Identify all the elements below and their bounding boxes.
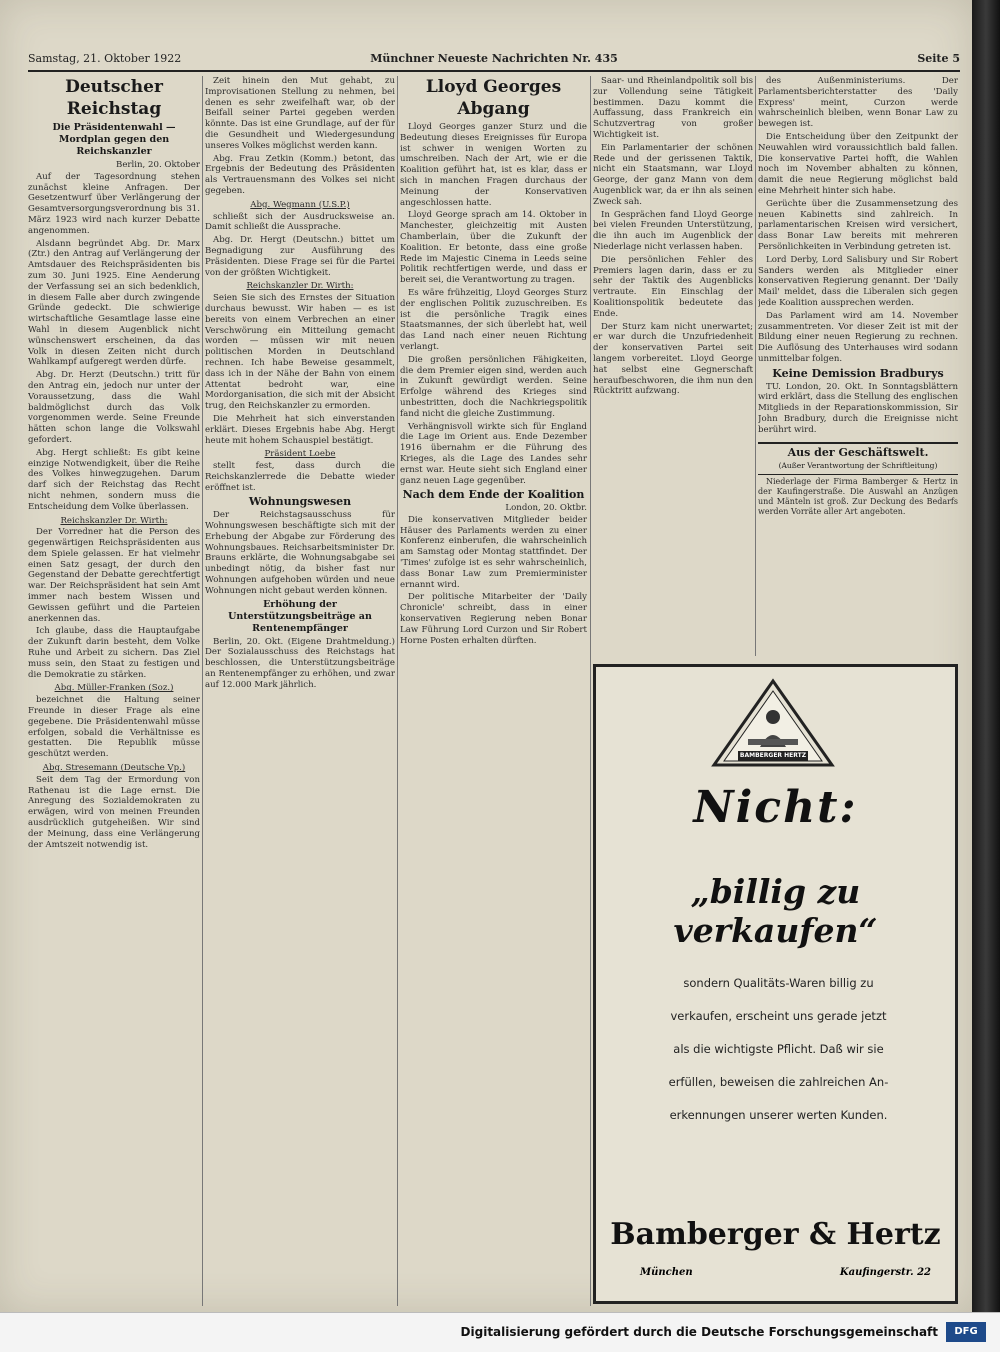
section-heading: Nach dem Ende der Koalition [402,488,585,502]
paragraph: In Gesprächen fand Lloyd George bei vielen Freunden Unterstützung, die ihn auch im Augenblick der Niederlage nicht verlassen haben. [593,209,753,252]
paragraph: Der Sturz kam nicht unerwartet; er war durch die Unzufriedenheit der konservativen Partei seit langem vorbereitet. Lloyd George hat selbst eine Gegnerschaft heraufbeschworen, die ihm nun den Rücktritt aufzwang. [593,321,753,397]
speaker-heading: Reichskanzler Dr. Wirth: [60,515,168,526]
ad-address: Kaufingerstr. 22 [839,1267,931,1278]
page-edge [972,0,1000,1312]
column-rule [202,76,203,1306]
paragraph: schließt sich der Ausdrucksweise an. Damit schließt die Aussprache. [205,211,395,233]
ad-body-line: sondern Qualitäts-Waren billig zu [683,976,874,990]
paragraph: Alsdann begründet Abg. Dr. Marx (Ztr.) den Antrag auf Verlängerung der Amtsdauer des Reichspräsidenten bis zum 30. Juni 1925. Eine Aenderung der Verfassung sei an sich bedenklich, in diesem Falle aber durch zwingende Gründe gedeckt. Die schwierige wirtschaftliche Gesamtlage lasse eine Wahl in diesem Augenblick nicht wünschenswert erscheinen, da das Volk in diesen Zeiten nicht durch Wahlkampf aufgeregt werden dürfe. [28,238,200,368]
column-lloyd-george [400,76,587,1312]
advertisement-bamberger-hertz [593,664,958,1304]
paragraph: Seit dem Tag der Ermordung von Rathenau ist die Lage ernst. Die Anregung des Sozialdemokraten zu erwägen, wird von meinen Freunden ausdrücklich gutgeheißen. Wir sind der Meinung, dass eine Verlängerung der Amtszeit notwendig ist. [28,774,200,850]
paragraph: Das Parlament wird am 14. November zusammentreten. Vor dieser Zeit ist mit der Bildung einer neuen Regierung zu rechnen. Die Auflösung des Unterhauses wird sodann unmittelbar folgen. [758,310,958,364]
box-subheading: (Außer Verantwortung der Schriftleitung) [778,461,938,471]
page-header [28,52,960,72]
article-dateline: Berlin, 20. Oktober [116,160,200,170]
logo-text: BAMBERGER HERTZ [739,752,807,759]
column-rule [590,76,591,1306]
paragraph: Verhängnisvoll wirkte sich für England die Lage im Orient aus. Ende Dezember 1916 übernahm er die Führung des Krieges, als die Lage des Landes sehr ernst war. Heute sieht sich England einer ganz neuen Lage gegenüber. [400,421,587,486]
speaker-heading: Abg. Wegmann (U.S.P.) [250,199,350,210]
paragraph: Berlin, 20. Okt. (Eigene Drahtmeldung.) Der Sozialausschuss des Reichstags hat beschlossen, die Unterstützungsbeiträge an Rentenempfänger zu erhöhen, und zwar auf 12.000 Mark jährlich. [205,636,395,690]
article-headline: Lloyd Georges Abgang [425,77,562,119]
paragraph: Saar- und Rheinlandpolitik soll bis zur Vollendung seine Tätigkeit bestimmen. Dazu kommt die Auffassung, dass Frankreich ein Schutzvertrag von großer Wichtigkeit ist. [593,76,753,140]
ad-city: München [640,1267,693,1278]
ad-body [622,967,935,1132]
paragraph: Ein Parlamentarier der schönen Rede und der gerissenen Taktik, nicht ein Staatsmann, war Lloyd George, der ganz Mann von dem Augenblick war, da er ihn als seinen Zweck sah. [593,142,753,207]
paragraph: Abg. Frau Zetkin (Komm.) betont, das Ergebnis der Bedeutung des Präsidenten als Vertrauensmann des Volkes sei nicht gegeben. [205,153,395,196]
ad-body-line: erkennungen unserer werten Kunden. [669,1108,888,1122]
paragraph: stellt fest, dass durch die Reichskanzlerrede die Debatte wieder eröffnet ist. [205,461,395,493]
article-headline: Deutscher Reichstag [65,77,163,119]
ad-body-line: als die wichtigste Pflicht. Daß wir sie [673,1042,884,1056]
column-reichstag [28,76,200,1312]
speaker-heading: Abg. Müller-Franken (Soz.) [54,683,174,694]
paragraph: Die konservativen Mitglieder beider Häuser des Parlaments werden zu einer Konferenz einberufen, die wahrscheinlich am Samstag oder Montag stattfindet. Der 'Times' zufolge ist es sehr wahrscheinlich, dass Bonar Law zum Premierminister ernannt wird. [400,514,587,590]
ad-brand-name: Bamberger & Hertz [610,1217,941,1252]
column-england-news [758,76,958,656]
digitization-footer [0,1312,1000,1352]
paragraph: Abg. Dr. Herzt (Deutschn.) tritt für den Antrag ein, jedoch nur unter der Voraussetzung, dass die Wahl baldmöglichst durch das Volk vorgenommen werde. Seine Freunde hätten schon lange die Volkswahl gefordert. [28,370,200,445]
paragraph: Abg. Hergt schließt: Es gibt keine einzige Notwendigkeit, über die Reihe des Volkes hinwegzugehen. Darum darf sich der Reichstag das Recht nicht nehmen, sondern muss die Entscheidung dem Volke überlassen. [28,447,200,512]
paragraph: Abg. Dr. Hergt (Deutschn.) bittet um Begnadigung zur Ausführung des Präsidenten. Diese Frage sei für die Partei von der größten Wichtigkeit. [205,235,395,278]
paragraph: Ich glaube, dass die Hauptaufgabe der Zukunft darin besteht, dem Volke Ruhe und Arbeit zu sichern. Das Ziel muss sein, den Staat zu festigen und die Demokratie zu stärken. [28,626,200,680]
paragraph: Zeit hinein den Mut gehabt, zu Improvisationen Stellung zu nehmen, bei denen es sehr zweifelhaft war, ob der Beifall seiner Partei gegeben werden könnte. Das ist eine Grundlage, auf der für die Gesundheit und Wiedergesundung unseres Volkes möglichst werden kann. [205,76,395,151]
speaker-heading: Abg. Stresemann (Deutsche Vp.) [42,763,186,774]
ad-body-line: verkaufen, erscheint uns gerade jetzt [670,1009,887,1023]
column-rule [397,76,398,1306]
paragraph: Die großen persönlichen Fähigkeiten, die dem Premier eigen sind, werden auch in Zukunft gewürdigt werden. Seine Erfolge während des Krieges sind unbestritten, doch die Nachkriegspolitik fand nicht die gleiche Zustimmung. [400,354,587,419]
business-box [758,442,958,476]
paragraph: Die persönlichen Fehler des Premiers lagen darin, dass er zu sehr der Taktik des Augenblicks vertraute. Ein Einschlag der Koalitionspolitik bedeutete das Ende. [593,254,753,319]
column-reichstag-continued [205,76,395,1312]
speaker-heading: Präsident Loebe [264,449,336,460]
ad-body-line: erfüllen, beweisen die zahlreichen An- [668,1075,889,1089]
paragraph: TU. London, 20. Okt. In Sonntagsblättern wird erklärt, dass die Stellung des englischen Mitglieds in der Reparationskommission, Sir John Bradbury, durch die Ereignisse nicht berührt wird. [758,381,958,435]
paragraph: Niederlage der Firma Bamberger & Hertz in der Kaufingerstraße. Die Auswahl an Anzügen und Mänteln ist groß. Zur Deckung des Bedarfs werden Vorräte aller Art angeboten. [758,477,958,516]
box-heading: Aus der Geschäftswelt. [787,445,929,459]
column-lloyd-george-continued [593,76,753,656]
paragraph: Die Entscheidung über den Zeitpunkt der Neuwahlen wird voraussichtlich bald fallen. Die konservative Partei hofft, die Wahlen noch im November abhalten zu können, damit die neue Regierung möglichst bald eine Mehrheit hinter sich habe. [758,131,958,196]
column-rule [755,76,756,656]
paragraph: Die Mehrheit hat sich einverstanden erklärt. Dieses Ergebnis habe Abg. Hergt heute mit hohem Schauspiel bestätigt. [205,413,395,446]
paragraph: Auf der Tagesordnung stehen zunächst kleine Anfragen. Der Gesetzentwurf über Verlängerung der Gesamtversorgungsverordnung bis 31. März 1923 wird nach kurzer Debatte angenommen. [28,171,200,236]
section-heading: Erhöhung der Unterstützungsbeiträge an Rentenempfänger [228,598,372,634]
paragraph: des Außenministeriums. Der Parlamentsberichterstatter des 'Daily Express' meint, Curzon werde wahrscheinlich bleiben, wenn Bonar Law zu bewegen ist. [758,76,958,130]
paragraph: Lloyd Georges ganzer Sturz und die Bedeutung dieses Ereignisses für Europa ist schwer in wenigen Worten zu umschreiben. Nach der Art, wie er die Koalition geführt hat, ist es klar, dass er sich in manchen Fragen durchaus der Meinung der Konservativen angeschlossen hatte. [400,122,587,208]
section-heading: Wohnungswesen [248,495,352,509]
article-subheadline: Die Präsidentenwahl — Mordplan gegen den Reichskanzler [52,122,176,157]
header-masthead: Münchner Neueste Nachrichten Nr. 435 [370,52,618,65]
funding-notice: Digitalisierung gefördert durch die Deutsche Forschungsgemeinschaft [460,1325,938,1339]
header-date: Samstag, 21. Oktober 1922 [28,52,182,65]
paragraph: Gerüchte über die Zusammensetzung des neuen Kabinetts sind zahlreich. In parlamentarischen Kreisen wird versichert, dass Bonar Law bereits mit mehreren Persönlichkeiten in Verbindung getreten ist. [758,198,958,252]
section-heading: Keine Demission Bradburys [772,366,944,380]
paragraph: Es wäre frühzeitig, Lloyd Georges Sturz der englischen Politik zuzuschreiben. Es ist die persönliche Tragik eines Staatsmannes, der sich überlebt hat, weil das Land nach einer neuen Richtung verlangt. [400,287,587,352]
brand-logo [708,677,838,772]
dfg-logo-icon: DFG [946,1322,986,1342]
ad-headline: Nicht: [693,782,858,833]
paragraph: bezeichnet die Haltung seiner Freunde in dieser Frage als eine gegebene. Die Präsidentenwahl müsse erfolgen, sobald die Verhältnisse es gestatten. Die Republik müsse geschützt werden. [28,695,200,760]
paragraph: Seien Sie sich des Ernstes der Situation durchaus bewusst. Wir haben — es ist bereits von einem Verbrechen an einer Verschwörung ein Mitteilung gemacht worden — müssen wir mit neuen politischen Morden in Deutschland rechnen. Ich habe Beweise gesammelt, dass ich in der Nähe der Bahn von einem Attentat bedroht war, eine Mordorganisation, die sich mit der Absicht trug, den Reichskanzler zu ermorden. [205,293,395,412]
paragraph: Der politische Mitarbeiter der 'Daily Chronicle' schreibt, dass in einer konservativen Regierung neben Bonar Law Führung Lord Curzon und Sir Robert Horne Posten erhalten dürften. [400,592,587,646]
paragraph: Der Reichstagsausschuss für Wohnungswesen beschäftigte sich mit der Erhebung der Abgabe zur Förderung des Wohnungsbaues. Reichsarbeitsminister Dr. Brauns erklärte, die Wohnungsabgabe sei unbedingt nötig, da bisher fast nur Wohnungen aufgehoben würden und neue Wohnungen nicht gebaut werden können. [205,510,395,596]
article-dateline: London, 20. Oktbr. [505,503,587,514]
paragraph: Lloyd George sprach am 14. Oktober in Manchester, gleichzeitig mit Austen Chamberlain, über die Zukunft der Koalition. Er betonte, dass eine große Rede im Majestic Cinema in Leeds seine Politik rechtfertigen werde, und dass er bereit sei, die Verantwortung zu tragen. [400,210,587,286]
ad-slogan: „billig zu verkaufen“ [673,872,878,950]
speaker-heading: Reichskanzler Dr. Wirth: [246,281,354,292]
header-page-number: Seite 5 [917,52,960,65]
paragraph: Lord Derby, Lord Salisbury und Sir Robert Sanders werden als Mitglieder einer konservativen Regierung genannt. Der 'Daily Mail' meldet, dass die Liberalen sich gegen jede Koalition aussprechen werden. [758,254,958,308]
paragraph: Der Vorredner hat die Person des gegenwärtigen Reichspräsidenten aus dem Spiele gelassen. Er hat vielmehr einen Satz gesagt, der durch den Gegenstand der Debatte gerechtfertigt war. Der Reichspräsident hat sein Amt immer nach bestem Wissen und Gewissen geführt und die Parteien anerkennen das. [28,527,200,624]
